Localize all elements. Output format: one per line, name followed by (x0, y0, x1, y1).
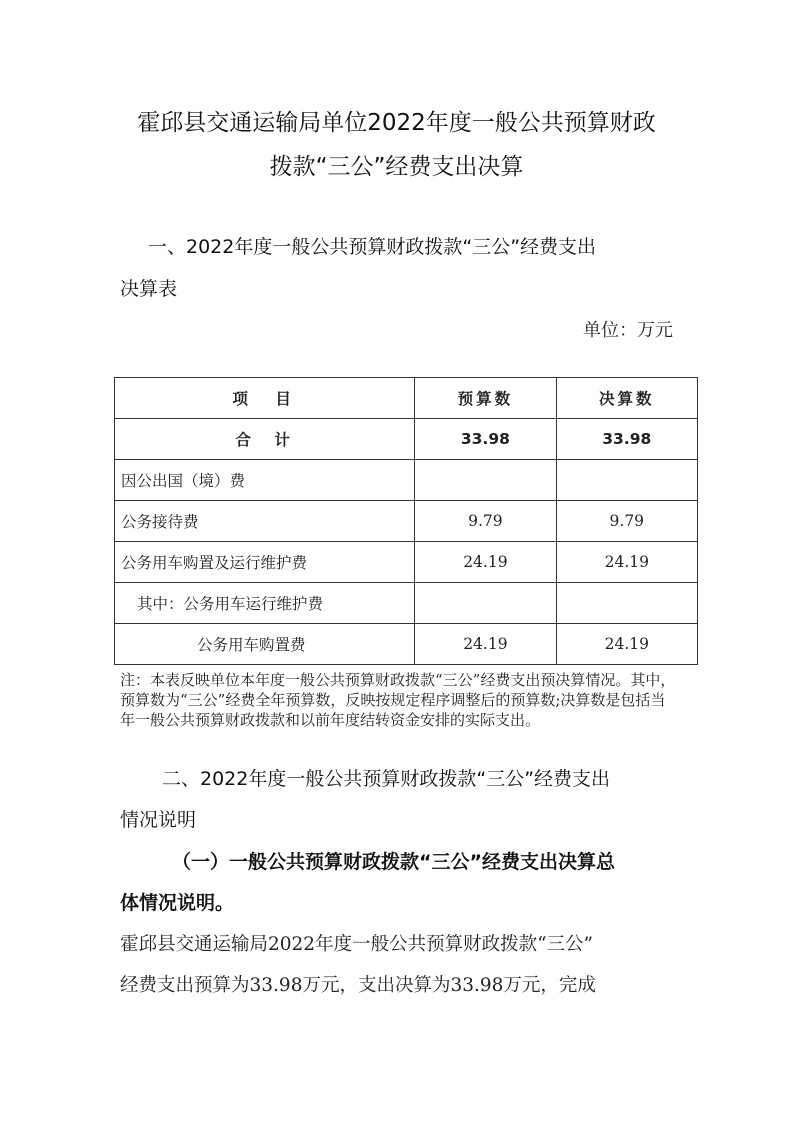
table-header-row (115, 378, 698, 419)
row-item: 其中：公务用车运行维护费 (115, 583, 415, 624)
table-row (115, 542, 698, 583)
table-row (115, 460, 698, 501)
row-budget: 33.98 (415, 419, 556, 460)
three-public-expense-table (114, 377, 698, 665)
doc-title-line2: 拨款“三公”经费支出决算 (269, 154, 524, 180)
row-budget (415, 583, 556, 624)
doc-title-line1: 霍邱县交通运输局单位2022年度一般公共预算财政 (137, 110, 656, 136)
section2-heading-line1: 二、2022年度一般公共预算财政拨款“三公”经费支出 (162, 768, 611, 790)
row-budget: 24.19 (415, 624, 556, 665)
header-actual: 决算数 (556, 378, 697, 419)
row-actual: 9.79 (556, 501, 697, 542)
row-actual: 33.98 (556, 419, 697, 460)
row-item: 公务用车购置及运行维护费 (115, 542, 415, 583)
row-item: 公务用车购置费 (115, 624, 415, 665)
row-actual (556, 583, 697, 624)
row-item: 因公出国（境）费 (115, 460, 415, 501)
header-item: 项 目 (115, 378, 415, 419)
table-note: 注：本表反映单位本年度一般公共预算财政拨款“三公”经费支出预决算情况。其中，预算数为“三公”经费全年预算数，反映按规定程序调整后的预算数;决算数是包括当年一般公共预算财政拨款和以前年度结转资金安排的实际支出。 (120, 671, 676, 729)
table-row (115, 624, 698, 665)
subsection1-heading-line1: （一）一般公共预算财政拨款“三公”经费支出决算总 (172, 851, 615, 873)
row-actual: 24.19 (556, 542, 697, 583)
row-item: 公务接待费 (115, 501, 415, 542)
section1-heading-line2: 决算表 (120, 278, 178, 300)
table-row-total (115, 419, 698, 460)
body-line1: 霍邱县交通运输局2022年度一般公共预算财政拨款“三公” (120, 934, 593, 955)
row-actual: 24.19 (556, 624, 697, 665)
row-item: 合 计 (115, 419, 415, 460)
section2-heading-line2: 情况说明 (120, 809, 197, 831)
table-row (115, 501, 698, 542)
body-line2: 经费支出预算为33.98万元，支出决算为33.98万元，完成 (120, 975, 596, 996)
row-actual (556, 460, 697, 501)
table-row (115, 583, 698, 624)
row-budget (415, 460, 556, 501)
subsection1-heading-line2: 体情况说明。 (120, 892, 235, 914)
row-budget: 9.79 (415, 501, 556, 542)
section1-heading-line1: 一、2022年度一般公共预算财政拨款“三公”经费支出 (148, 236, 597, 258)
unit-label: 单位：万元 (583, 320, 673, 341)
header-budget: 预算数 (415, 378, 556, 419)
row-budget: 24.19 (415, 542, 556, 583)
